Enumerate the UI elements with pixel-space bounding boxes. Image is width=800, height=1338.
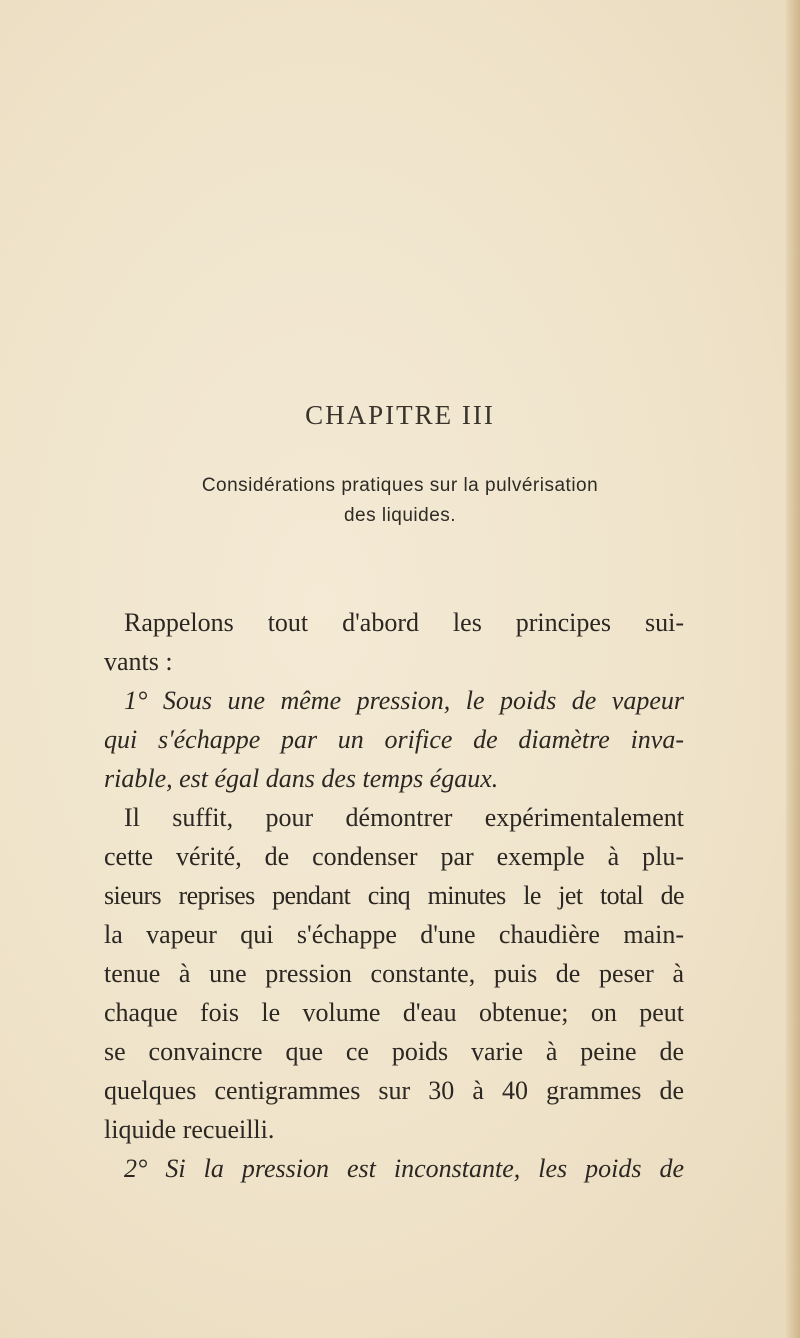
paragraph-line: quelques centigrammes sur 30 à 40 grammes de <box>104 1076 684 1105</box>
paragraph-line: tenue à une pression constante, puis de peser à <box>104 959 684 988</box>
chapter-heading: CHAPITRE III <box>305 400 495 430</box>
paragraph-line: chaque fois le volume d'eau obtenue; on peut <box>104 998 684 1027</box>
paragraph-line: sieurs reprises pendant cinq minutes le jet total de <box>104 881 684 910</box>
paragraph-line: liquide recueilli. <box>104 1115 275 1144</box>
paragraph-line: riable, est égal dans des temps égaux. <box>104 764 499 793</box>
paragraph-line: qui s'échappe par un orifice de diamètre inva- <box>104 725 684 754</box>
paragraph-line: 2° Si la pression est inconstante, les poids de <box>124 1154 684 1183</box>
paragraph-line: la vapeur qui s'échappe d'une chaudière main- <box>104 920 684 949</box>
paragraph-line: Rappelons tout d'abord les principes sui- <box>124 608 684 637</box>
page-edge <box>786 0 800 1338</box>
paragraph-line: 1° Sous une même pression, le poids de vapeur <box>124 686 684 715</box>
paragraph-line: Il suffit, pour démontrer expérimentalement <box>124 803 684 832</box>
paragraph-line: cette vérité, de condenser par exemple à plu- <box>104 842 684 871</box>
paragraph-line: se convaincre que ce poids varie à peine de <box>104 1037 684 1066</box>
chapter-subtitle-line-2: des liquides. <box>343 505 457 526</box>
paragraph-line: vants : <box>104 647 173 676</box>
chapter-subtitle-line-1: Considérations pratiques sur la pulvérisation <box>201 475 599 496</box>
